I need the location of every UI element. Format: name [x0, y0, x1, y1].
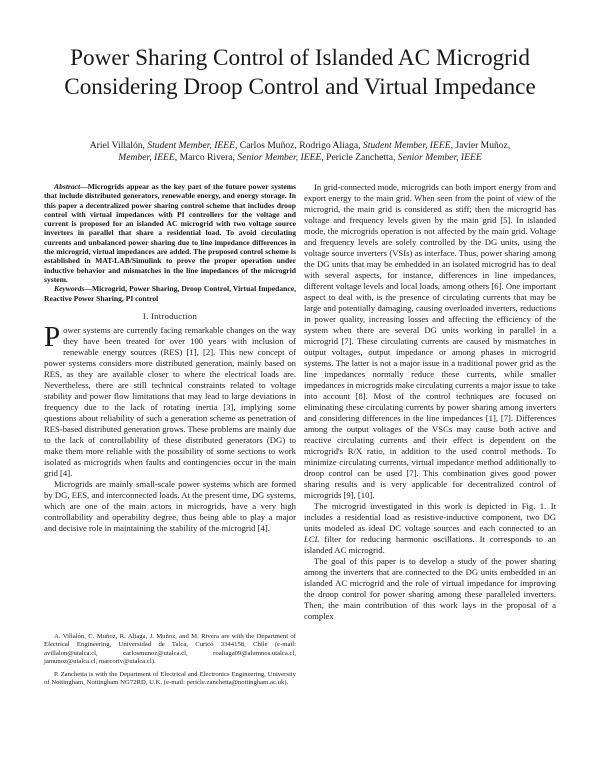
body-paragraph-microgrid: The microgrid investigated in this work is depicted in Fig. 1. It includes a residential load as resistive-inductive component, two DG units modeled as ideal DC voltage sources and each connected to an LCL filter for reducing harmonic oscillations. It corresponds to an islanded AC microgrid.: [304, 501, 556, 555]
author-line-1: Ariel Villalón, Student Member, IEEE, Carlos Muñoz, Rodrigo Aliaga, Student Member, IEEE, Javier Muñoz,: [89, 140, 511, 151]
keywords: Keywords—Microgrid, Power Sharing, Droop Control, Virtual Impedance, Reactive Power Sharing, PI control: [44, 284, 296, 303]
body-paragraph-grid-modes: In grid-connected mode, microgrids can both import energy from and export energy to the main grid. When seen from the point of view of the microgrid, the main grid is considered as stiff; then the microgrid has voltage and frequency levels given by the main grid [5]. In islanded mode, the microgrids operation is not affected by the main grid. Voltage and frequency levels are solely controlled by the DG units, using the voltage source inverters (VSIs) as interface. Thus, power sharing among the DG units that may be embedded in an isolated microgrid has to deal with several aspects, for instance, differences in line impedances, different voltage levels and local loads, among others [6]. One important aspect to deal with, is the presence of circulating currents that may be large and potentially damaging, causing overloaded inverters, reductions in power quality, increasing losses and affecting the efficiency of the system when there are several DG units working in parallel in a microgrid [7]. These circulating currents are caused by mismatches in output voltages, output impedance or among phases in microgrid systems. The latter is not a major issue in a traditional power grid as the line impedances normally reduce these currents, while smaller impedances in microgrids make circulating currents a major issue to take into account [8]. Most of the control techniques are focused on eliminating these circulating currents by power sharing among inverters and considering differences in the line impedances [1], [7]. Differences among the output voltages of the VSCs may cause both active and reactive circulating currents and their effect is dependent on the microgrid's R/X ratio, in addition to the used control methods. To minimize circulating currents, virtual impedance method additionally to droop control can be used [7]. This combination gives good power sharing results and is very applicable for decentralized control of microgrids [9], [10].: [304, 182, 556, 500]
right-column: [304, 182, 556, 622]
section-heading-introduction: I. Introduction: [142, 310, 198, 321]
lcl-term: LCL: [304, 534, 320, 544]
footnotes: [44, 633, 296, 687]
author-list: [40, 140, 560, 165]
paper-title: [20, 44, 580, 102]
author-line-2: Member, IEEE, Marco Rivera, Senior Member, IEEE, Pericle Zanchetta, Senior Member, IEEE: [118, 152, 482, 164]
intro-paragraph-2: Microgrids are mainly small-scale power systems which are formed by DG, EES, and interconnected loads. At the present time, DG systems, which are one of the main actors in microgrids, have a very high controllability and operability degree, thus being able to play a major and decisive role in maintaining the stability of the microgrid [4].: [44, 478, 296, 533]
title-line-1: Power Sharing Control of Islanded AC Microgrid: [70, 45, 530, 71]
footnote-affiliation-1: A. Villalón, C. Muñoz, R. Aliaga, J. Muñoz, and M. Rivera are with the Department of Electrical Engineering, Universidad de Talca, Curicó 3344158, Chile (e-mail: avillalon@utalca.cl, carlosmunoz@utalca.cl, roaliaga09@alumnos.utalca.cl, jamunoz@utalca.cl, marcoriv@utalca.cl).: [44, 633, 296, 666]
intro-paragraph-1: Power systems are currently facing remarkable changes on the way they have been treated for over 100 years with inclusion of renewable energy sources (RES) [1], [2]. This new concept of power systems considers more distributed generation, mainly based on RES, as they are available closer to where the electrical loads are. Nevertheless, there are still technical constraints related to voltage stability and power flow limitations that may lead to large deviations in frequency due to the lack of rotating inertia [3], implying some questions about reliability of such a generation scheme as penetration of RES-based distributed generation grows. These problems are mainly due to the lack of controllability of these distributed generators (DG) to make them more reliable with the possibility of some sections to work isolated as microgrids when faults and contingencies occur in the main grid [4].: [44, 320, 296, 478]
drop-cap: P: [44, 320, 61, 353]
footnote-affiliation-2: P. Zanchetta is with the Department of Electrical and Electronics Engineering, University of Nottingham, Nottingham NG72RD, U.K. (e-mail: pericle.zanchetta@nottingham.ac.uk).: [44, 670, 296, 687]
body-paragraph-goal: The goal of this paper is to develop a study of the power sharing among the inverters that are connected to the DG units embedded in an islanded AC microgrid and the role of virtual impedance for improving the droop control for power sharing among these paralleled inverters. Then, the main contribution of this work lays in the proposal of a complex: [304, 556, 556, 621]
left-column: [44, 182, 296, 534]
abstract: Abstract—Microgrids appear as the key part of the future power systems that include distributed generators, renewable energy, and energy storage. In this paper a decentralized power sharing control scheme that includes droop control with virtual impedances with PI controllers for the voltage and current is proposed for an islanded AC microgrid with two voltage source inverters in parallel that share a residential load. To avoid circulating currents and unbalanced power sharing due to line impedance differences in the microgrid, virtual impedances are added. The proposed control scheme is established in MAT-LAB/Simulink to prove the proper operation under inductive behavior and mismatches in the line impedances of the microgrid system.: [44, 182, 296, 284]
title-line-2: Considering Droop Control and Virtual Impedance: [64, 74, 536, 100]
